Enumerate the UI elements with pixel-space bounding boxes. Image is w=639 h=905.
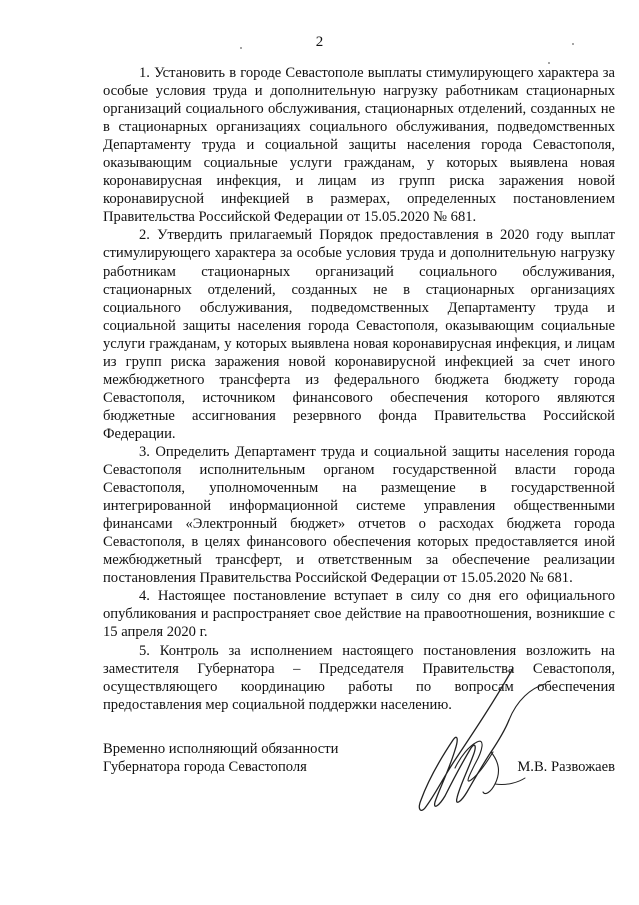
paragraph-4: 4. Настоящее постановление вступает в силу со дня его официального опубликования и распространяет свое действие на правоотношения, возникшие с 15 апреля 2020 г. bbox=[103, 588, 615, 641]
paragraph-2: 2. Утвердить прилагаемый Порядок предоставления в 2020 году выплат стимулирующего характера за особые условия труда и дополнительную нагрузку работникам стационарных организаций социального обслуживания, стационарных отделений, созданных не в стационарных организациях социального обслуживания, подведомственных Департаменту труда и социальной защиты населения города Севастополя, оказывающим социальные услуги гражданам, у которых выявлена новая коронавирусная инфекция, и лицам из групп риска заражения новой коронавирусной инфекцией за счет иного межбюджетного трансферта из федерального бюджета бюджету города Севастополя, источником финансового обеспечения которого являются бюджетные ассигнования резервного фонда Правительства Российской Федерации. bbox=[103, 227, 615, 442]
page-number: 2 bbox=[315, 34, 324, 50]
scan-speck bbox=[548, 62, 550, 64]
signatory-title bbox=[103, 740, 403, 776]
paragraph-1: 1. Установить в городе Севастополе выплаты стимулирующего характера за особые условия труда и дополнительную нагрузку работникам стационарных организаций социального обслуживания, стационарных отделений, созданных не в стационарных организациях социального обслуживания, подведомственных Департаменту труда и социальной защиты населения города Севастополя, оказывающим социальные услуги гражданам, у которых выявлена новая коронавирусная инфекция, и лицам из групп риска заражения новой коронавирусной инфекцией в размерах, определенных постановлением Правительства Российской Федерации от 15.05.2020 № 681. bbox=[103, 65, 615, 226]
signatory-title-line-1: Временно исполняющий обязанности bbox=[103, 741, 339, 757]
paragraph-3: 3. Определить Департамент труда и социальной защиты населения города Севастополя исполнительным органом государственной власти города Севастополя, уполномоченным на размещение в государственной интегрированной информационной системе управления общественными финансами «Электронный бюджет» отчетов о расходах бюджета города Севастополя, в целях финансового обеспечения которых предоставляется иной межбюджетный трансферт, и ответственным за обеспечение реализации постановления Правительства Российской Федерации от 15.05.2020 № 681. bbox=[103, 443, 615, 587]
signatory-name: М.В. Развожаев bbox=[517, 759, 615, 775]
handwritten-signature-icon bbox=[395, 660, 570, 820]
document-body bbox=[103, 64, 615, 714]
scan-speck bbox=[240, 47, 242, 49]
scan-speck bbox=[572, 43, 574, 45]
signatory-title-line-2: Губернатора города Севастополя bbox=[103, 759, 307, 775]
paragraph-5: 5. Контроль за исполнением настоящего постановления возложить на заместителя Губернатора – Председателя Правительства Севастополя, осуществляющего координацию работы по вопросам обеспечения предоставления мер социальной поддержки населению. bbox=[103, 642, 615, 713]
